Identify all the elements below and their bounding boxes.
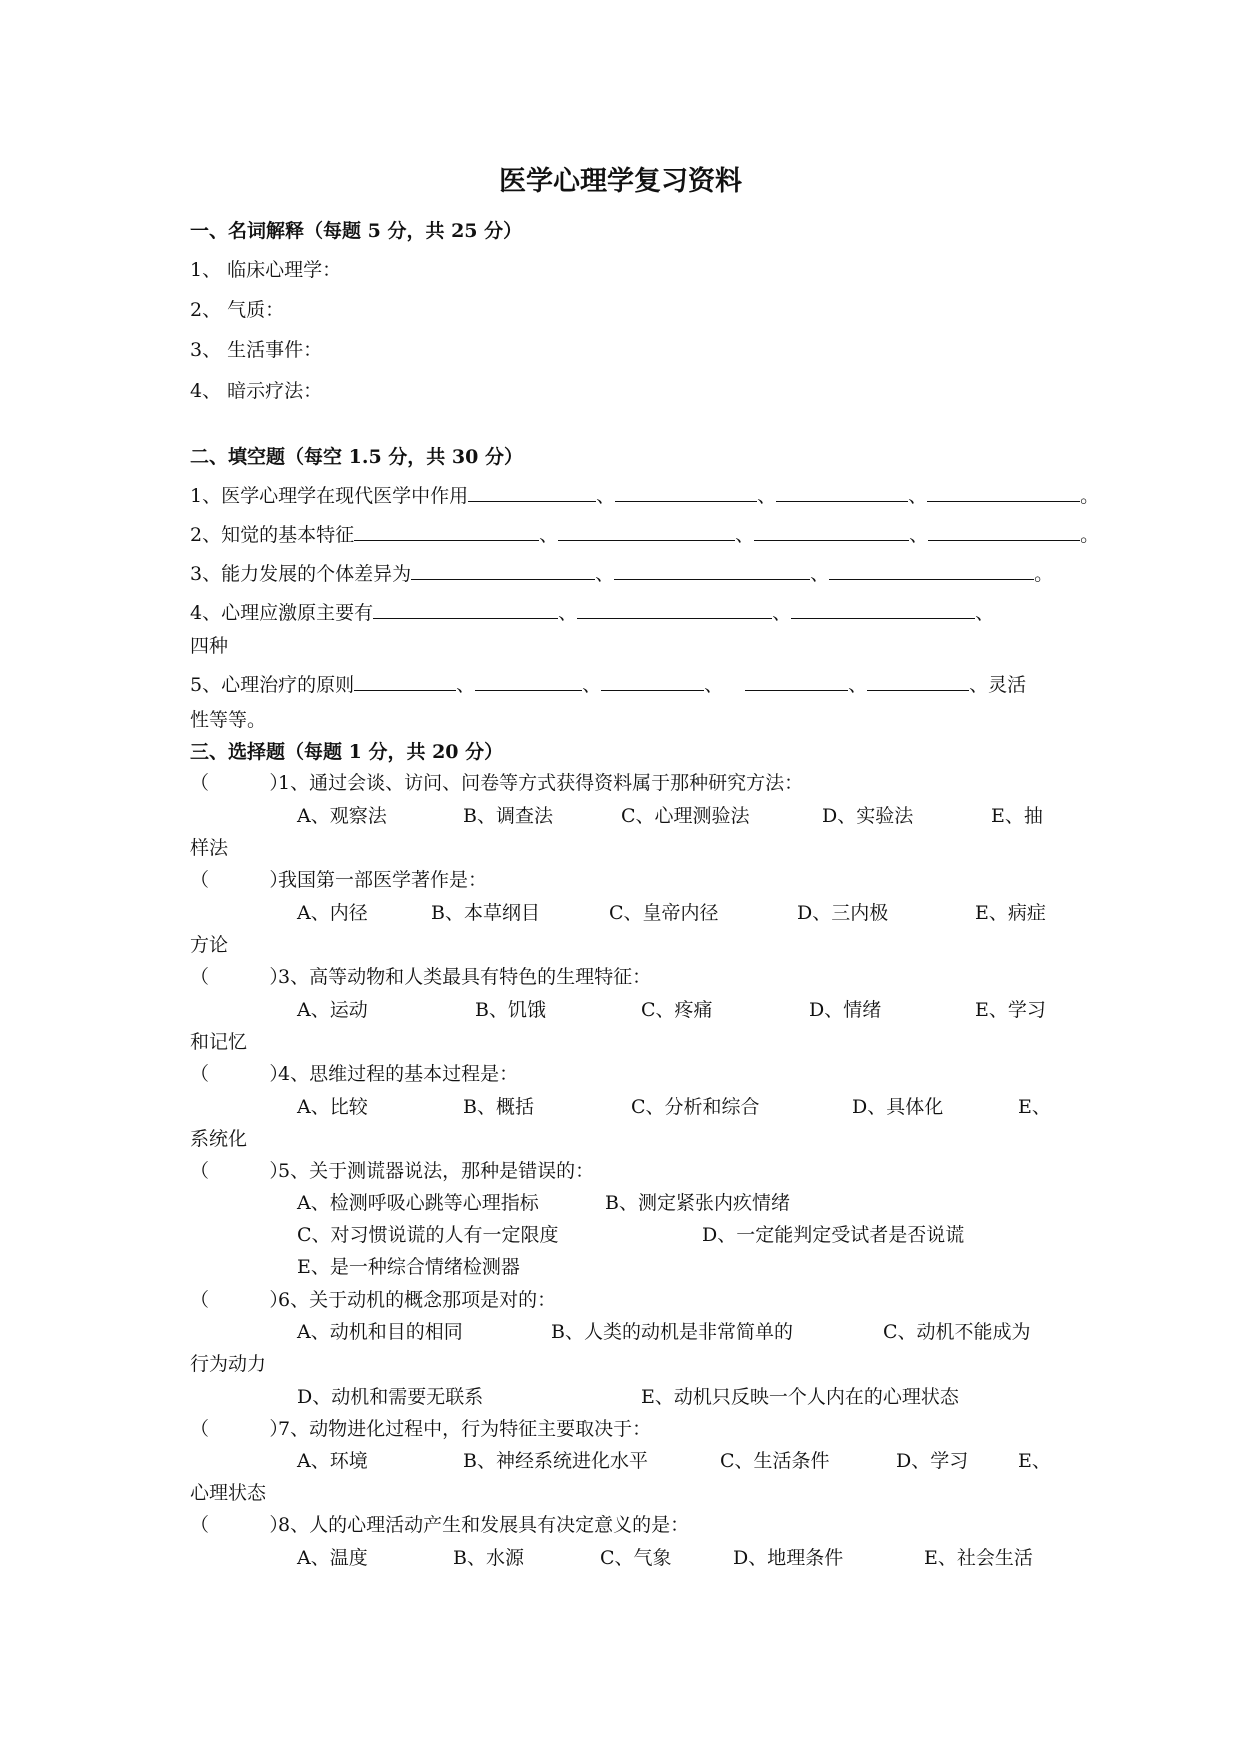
- question-text: 7、动物进化过程中，行为特征主要取决于：: [278, 1418, 652, 1440]
- answer-blank[interactable]: [867, 673, 969, 691]
- answer-blank[interactable]: [577, 601, 772, 619]
- fill-question-continuation: 四种: [190, 635, 229, 657]
- answer-blank[interactable]: [558, 523, 735, 541]
- separator: 、: [848, 674, 868, 696]
- separator: 、: [735, 524, 755, 546]
- separator: 、: [558, 602, 578, 624]
- fill-question: [190, 523, 1099, 547]
- option: A、内径: [297, 902, 368, 924]
- question-end: 。: [1034, 563, 1054, 585]
- question-end: 、灵活: [969, 674, 1027, 696]
- answer-blank[interactable]: [776, 484, 908, 502]
- answer-paren[interactable]: （ ）: [190, 966, 289, 988]
- answer-paren[interactable]: （ ）: [190, 1063, 289, 1085]
- answer-paren[interactable]: （ ）: [190, 1160, 289, 1182]
- option: A、环境: [297, 1450, 368, 1472]
- answer-blank[interactable]: [745, 673, 848, 691]
- option: C、分析和综合: [631, 1096, 760, 1118]
- separator: 、: [456, 674, 476, 696]
- option: D、学习: [896, 1450, 969, 1472]
- answer-paren[interactable]: （ ）: [190, 772, 289, 794]
- separator: 、: [908, 485, 928, 507]
- section2-heading: 二、填空题（每空 1.5 分，共 30 分）: [190, 446, 523, 468]
- separator: 、: [810, 563, 830, 585]
- option: B、概括: [463, 1096, 534, 1118]
- answer-blank[interactable]: [754, 523, 909, 541]
- option: E、动机只反映一个人内在的心理状态: [641, 1386, 959, 1408]
- option: B、水源: [453, 1547, 524, 1569]
- separator: 、: [595, 563, 615, 585]
- option: E、学习: [975, 999, 1046, 1021]
- option: D、一定能判定受试者是否说谎: [702, 1224, 965, 1246]
- section1-heading: 一、名词解释（每题 5 分，共 25 分）: [190, 220, 523, 242]
- separator: 、: [539, 524, 559, 546]
- option-continuation: 系统化: [190, 1128, 248, 1150]
- question-text: 1、医学心理学在现代医学中作用: [190, 485, 469, 507]
- answer-blank[interactable]: [601, 673, 704, 691]
- option: B、饥饿: [475, 999, 546, 1021]
- answer-blank[interactable]: [354, 673, 456, 691]
- answer-blank[interactable]: [829, 562, 1034, 580]
- option: B、本草纲目: [431, 902, 540, 924]
- option: E、是一种综合情绪检测器: [297, 1256, 520, 1278]
- option: B、调查法: [463, 805, 553, 827]
- question-text: 1、通过会谈、访问、问卷等方式获得资料属于那种研究方法：: [278, 772, 804, 794]
- fill-question: [190, 562, 1053, 586]
- term-item: 2、 气质：: [190, 299, 285, 321]
- question-text: 2、知觉的基本特征: [190, 524, 355, 546]
- question-text: 3、高等动物和人类最具有特色的生理特征：: [278, 966, 652, 988]
- fill-question: [190, 601, 994, 625]
- answer-blank[interactable]: [411, 562, 595, 580]
- option-continuation: 方论: [190, 934, 229, 956]
- answer-blank[interactable]: [791, 601, 975, 619]
- section3-heading: 三、选择题（每题 1 分，共 20 分）: [190, 741, 504, 763]
- option: D、地理条件: [733, 1547, 844, 1569]
- option: A、温度: [297, 1547, 368, 1569]
- term-item: 4、 暗示疗法：: [190, 380, 323, 402]
- option-continuation: 样法: [190, 837, 229, 859]
- fill-question-continuation: 性等等。: [190, 709, 267, 731]
- option: C、生活条件: [720, 1450, 830, 1472]
- answer-blank[interactable]: [354, 523, 539, 541]
- option: D、实验法: [822, 805, 914, 827]
- answer-paren[interactable]: （ ）: [190, 869, 289, 891]
- option: A、比较: [297, 1096, 368, 1118]
- question-text: 3、能力发展的个体差异为: [190, 563, 412, 585]
- answer-blank[interactable]: [615, 484, 757, 502]
- question-text: 4、心理应激原主要有: [190, 602, 374, 624]
- answer-blank[interactable]: [373, 601, 558, 619]
- option: C、对习惯说谎的人有一定限度: [297, 1224, 559, 1246]
- option: E、: [1018, 1096, 1051, 1118]
- option-continuation: 和记忆: [190, 1031, 248, 1053]
- question-text: 4、思维过程的基本过程是：: [278, 1063, 519, 1085]
- separator: 、: [772, 602, 792, 624]
- option: D、三内极: [797, 902, 889, 924]
- answer-blank[interactable]: [614, 562, 810, 580]
- question-text: 5、关于测谎器说法，那种是错误的：: [278, 1160, 595, 1182]
- separator: 、: [582, 674, 602, 696]
- question-text: 6、关于动机的概念那项是对的：: [278, 1289, 557, 1311]
- answer-blank[interactable]: [927, 484, 1080, 502]
- option: A、运动: [297, 999, 368, 1021]
- option: C、动机不能成为: [883, 1321, 1031, 1343]
- question-end: 。: [1080, 485, 1100, 507]
- option: C、疼痛: [641, 999, 713, 1021]
- option: C、心理测验法: [621, 805, 750, 827]
- option-continuation: 行为动力: [190, 1353, 267, 1375]
- option: A、观察法: [297, 805, 387, 827]
- question-text: 8、人的心理活动产生和发展具有决定意义的是：: [278, 1514, 690, 1536]
- separator: 、: [704, 674, 724, 696]
- question-text: 5、心理治疗的原则: [190, 674, 355, 696]
- answer-paren[interactable]: （ ）: [190, 1418, 289, 1440]
- option: D、动机和需要无联系: [297, 1386, 484, 1408]
- question-text: 我国第一部医学著作是：: [278, 869, 488, 891]
- option: C、气象: [600, 1547, 672, 1569]
- option: A、检测呼吸心跳等心理指标: [297, 1192, 539, 1214]
- question-end: 。: [1080, 524, 1100, 546]
- answer-blank[interactable]: [928, 523, 1080, 541]
- answer-paren[interactable]: （ ）: [190, 1289, 289, 1311]
- answer-paren[interactable]: （ ）: [190, 1514, 289, 1536]
- answer-blank[interactable]: [468, 484, 596, 502]
- separator: 、: [757, 485, 777, 507]
- page-title: 医学心理学复习资料: [499, 166, 742, 197]
- option: C、皇帝内径: [609, 902, 719, 924]
- option: B、神经系统进化水平: [463, 1450, 648, 1472]
- term-item: 1、 临床心理学：: [190, 259, 342, 281]
- option: D、情绪: [809, 999, 882, 1021]
- option: A、动机和目的相同: [297, 1321, 463, 1343]
- option: B、测定紧张内疚情绪: [605, 1192, 790, 1214]
- fill-question: [190, 484, 1099, 508]
- option: E、病症: [975, 902, 1046, 924]
- option: D、具体化: [852, 1096, 944, 1118]
- option: E、: [1018, 1450, 1051, 1472]
- option-continuation: 心理状态: [190, 1482, 267, 1504]
- option: B、人类的动机是非常简单的: [551, 1321, 793, 1343]
- fill-question: [190, 673, 1026, 697]
- separator: 、: [909, 524, 929, 546]
- option: E、抽: [991, 805, 1043, 827]
- term-item: 3、 生活事件：: [190, 339, 323, 361]
- question-end: 、: [975, 602, 995, 624]
- separator: 、: [596, 485, 616, 507]
- option: E、社会生活: [924, 1547, 1033, 1569]
- answer-blank[interactable]: [475, 673, 582, 691]
